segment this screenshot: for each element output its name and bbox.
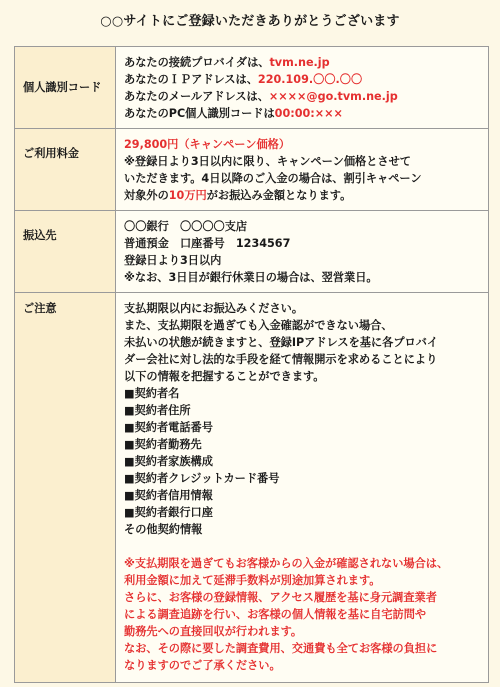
fee-amount: 10万円 [168,189,207,202]
provider-label: あなたの接続プロバイダは、 [124,56,270,69]
label-fee-text: ご利用料金 [23,147,79,160]
content-bank [116,211,489,293]
info-item: ■契約者クレジットカード番号 [124,472,280,485]
bank-line-1: 〇〇銀行 〇〇〇〇支店 [124,220,248,233]
info-item: ■契約者電話番号 [124,421,213,434]
notice-line: また、支払期限を過ぎても入金確認ができない場合、 [124,319,393,332]
label-notice [15,293,116,683]
warning-line: 利用金額に加えて延滞手数料が別途加算されます。 [124,574,381,587]
fee-line-3-post: がお振込み金額となります。 [206,189,352,202]
notice-line: 支払期限以内にお振込みください。 [124,302,304,315]
provider-value: tvm.ne.jp [269,56,330,69]
email-value: ××××@go.tvm.ne.jp [268,90,398,103]
info-item: ■契約者名 [124,387,180,400]
pc-id-value: 00:00:××× [274,107,343,120]
spacer [124,538,480,555]
info-item: ■契約者家族構成 [124,455,213,468]
notice-line: 未払いの状態が続きますと、登録IPアドレスを基に各プロバイ [124,336,439,349]
info-item: ■契約者住所 [124,404,191,417]
pc-id-label: あなたのPC個人識別コードは [124,107,275,120]
bank-line-4: ※なお、3日目が銀行休業日の場合は、翌営業日。 [124,271,378,284]
ip-value: 220.109.〇〇.〇〇 [257,73,363,86]
provider-line [124,54,480,71]
info-item: ■契約者勤務先 [124,438,202,451]
label-notice-text: ご注意 [23,302,57,315]
bank-line-2: 普通預金 口座番号 1234567 [124,237,291,250]
info-item: ■契約者信用情報 [124,489,213,502]
email-label: あなたのメールアドレスは、 [124,90,269,103]
notice-line: 以下の情報を把握することができます。 [124,370,325,383]
warning-line: なお、その際に要した調査費用、交通費も全てお客様の負担に [124,642,438,655]
row-notice [15,293,489,683]
ip-line [124,71,480,88]
row-personal-id [15,47,489,129]
label-fee [15,129,116,211]
content-fee [116,129,489,211]
row-bank [15,211,489,293]
registration-info-table [14,46,489,683]
content-notice [116,293,489,683]
fee-line-3-pre: 対象外の [124,189,169,202]
fee-line-2: いただきます。4日以降のご入金の場合は、割引キャペーン [124,172,422,185]
price-line: 29,800円（キャンペーン価格） [124,138,291,151]
email-line [124,88,480,105]
label-bank-text: 振込先 [23,229,57,242]
warning-line: による調査追跡を行い、お客様の個人情報を基に自宅訪問や [124,608,427,621]
pc-id-line [124,105,480,122]
bank-line-3: 登録日より3日以内 [124,254,222,267]
label-bank [15,211,116,293]
label-personal-id: 個人識別コード [15,47,116,129]
ip-label: あなたのＩＰアドレスは、 [124,73,258,86]
notice-line: ダー会社に対し法的な手段を経て情報開示を求めることにより [124,353,438,366]
content-personal-id [116,47,489,129]
fee-line-3 [124,187,480,204]
warning-line: さらに、お客様の登録情報、アクセス履歴を基に身元調査業者 [124,591,437,604]
row-fee [15,129,489,211]
warning-line: なりますのでご了承ください。 [124,659,281,672]
info-item: ■契約者銀行口座 [124,506,213,519]
info-item: その他契約情報 [124,523,203,536]
warning-line: 勤務先への直接回収が行われます。 [124,625,303,638]
page-heading: ○○サイトにご登録いただきありがとうございます [100,14,400,29]
warning-line: ※支払期限を過ぎてもお客様からの入金が確認されない場合は、 [124,557,449,570]
fee-line-1: ※登録日より3日以内に限り、キャンペーン価格とさせて [124,155,411,168]
